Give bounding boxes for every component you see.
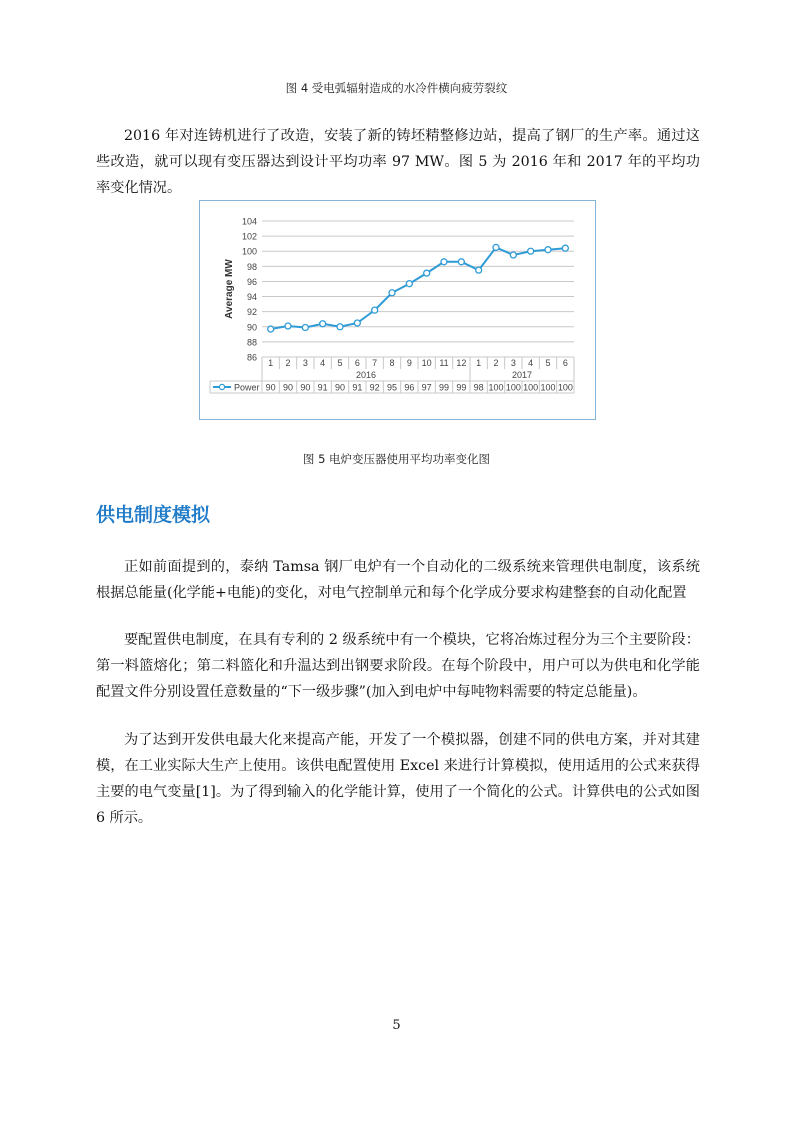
data-point	[528, 248, 534, 254]
data-point	[441, 259, 447, 265]
table-value: 98	[473, 382, 484, 393]
series-line	[271, 247, 566, 329]
y-tick-label: 100	[241, 246, 257, 257]
data-point	[493, 244, 499, 250]
table-value: 96	[404, 382, 415, 393]
data-point	[268, 326, 274, 332]
group-label: 2017	[511, 370, 533, 380]
figure-5-caption: 图 5 电炉变压器使用平均功率变化图	[302, 452, 491, 466]
data-point	[354, 320, 360, 326]
legend-marker	[219, 384, 224, 389]
table-value: 100	[523, 382, 539, 393]
data-point	[372, 307, 378, 313]
y-axis-label: Average MW	[224, 259, 235, 319]
x-tick-label: 4	[320, 358, 326, 368]
y-tick-label: 90	[246, 322, 257, 333]
data-point	[562, 245, 568, 251]
table-value: 92	[369, 382, 380, 393]
line-chart	[200, 201, 595, 419]
x-tick-label: 2	[285, 358, 291, 368]
group-label: 2016	[355, 370, 377, 380]
y-tick-label: 88	[246, 337, 257, 348]
section-heading: 供电制度模拟	[96, 504, 211, 526]
x-tick-label: 9	[406, 358, 412, 368]
table-value: 91	[352, 382, 363, 393]
data-point	[389, 290, 395, 296]
paragraph-1: 2016 年对连铸机进行了改造，安装了新的铸坯精整修边站，提高了钢厂的生产率。通过这些改造，就可以现有变压器达到设计平均功率 97 MW。图 5 为 2016 年和 2017 年的平均功率变化情况。	[96, 128, 700, 196]
table-value: 99	[438, 382, 450, 393]
figure-5-chart	[199, 200, 596, 420]
x-tick-label: 5	[545, 358, 551, 368]
data-point	[458, 259, 464, 265]
data-point	[510, 252, 516, 258]
table-value: 90	[282, 382, 294, 393]
figure-4-caption: 图 4 受电弧辐射造成的水冷件横向疲劳裂纹	[285, 81, 508, 95]
x-tick-label: 6	[562, 358, 568, 368]
table-value: 90	[265, 382, 276, 393]
x-tick-label: 3	[510, 358, 516, 368]
x-tick-label: 10	[421, 358, 432, 368]
data-point	[424, 270, 430, 276]
y-tick-label: 104	[241, 216, 257, 227]
page-number: 5	[392, 1018, 401, 1033]
data-point	[302, 325, 308, 331]
x-tick-label: 4	[528, 358, 534, 368]
data-point	[545, 247, 551, 253]
x-tick-label: 3	[302, 358, 308, 368]
y-tick-label: 86	[246, 352, 257, 363]
y-tick-label: 98	[246, 261, 257, 272]
table-value: 100	[488, 382, 504, 393]
legend-label: Power	[234, 382, 260, 393]
table-value: 90	[334, 382, 346, 393]
table-value: 90	[300, 382, 311, 393]
table-value: 97	[421, 382, 432, 393]
x-tick-label: 12	[456, 358, 467, 368]
table-value: 100	[505, 382, 521, 393]
paragraph-2: 正如前面提到的，泰纳 Tamsa 钢厂电炉有一个自动化的二级系统来管理供电制度，该系统根据总能量(化学能+电能)的变化，对电气控制单元和每个化学成分要求构建整套的自动化配置	[96, 559, 700, 601]
data-point	[476, 267, 482, 273]
y-tick-label: 92	[246, 307, 257, 318]
table-value: 100	[557, 382, 573, 393]
x-tick-label: 1	[476, 358, 482, 368]
x-tick-label: 1	[268, 358, 274, 368]
x-tick-label: 2	[493, 358, 499, 368]
paragraph-4: 为了达到开发供电最大化来提高产能，开发了一个模拟器，创建不同的供电方案，并对其建模，在工业实际大生产上使用。该供电配置使用 Excel 来进行计算模拟，使用适用的公式来获得主要的电气变量[1]。为了得到输入的化学能计算，使用了一个简化的公式。计算供电的公式如图 6 所示。	[96, 732, 700, 826]
data-point	[320, 321, 326, 327]
x-tick-label: 6	[354, 358, 360, 368]
y-tick-label: 94	[246, 292, 257, 303]
x-tick-label: 11	[439, 358, 449, 368]
y-tick-label: 102	[241, 231, 257, 242]
x-tick-label: 5	[337, 358, 343, 368]
data-point	[337, 324, 343, 330]
y-tick-label: 96	[246, 276, 257, 287]
table-value: 100	[540, 382, 556, 393]
x-tick-label: 8	[389, 358, 395, 368]
table-value: 91	[317, 382, 328, 393]
table-value: 99	[456, 382, 467, 393]
x-tick-label: 7	[372, 358, 378, 368]
paragraph-3: 要配置供电制度，在具有专利的 2 级系统中有一个模块，它将冶炼过程分为三个主要阶段：第一料篮熔化；第二料篮化和升温达到出钢要求阶段。在每个阶段中，用户可以为供电和化学能配置文件分别设置任意数量的“下一级步骤”(加入到电炉中每吨物料需要的特定总能量)。	[96, 632, 700, 700]
data-point	[285, 323, 291, 329]
data-point	[406, 281, 412, 287]
table-value: 95	[386, 382, 398, 393]
